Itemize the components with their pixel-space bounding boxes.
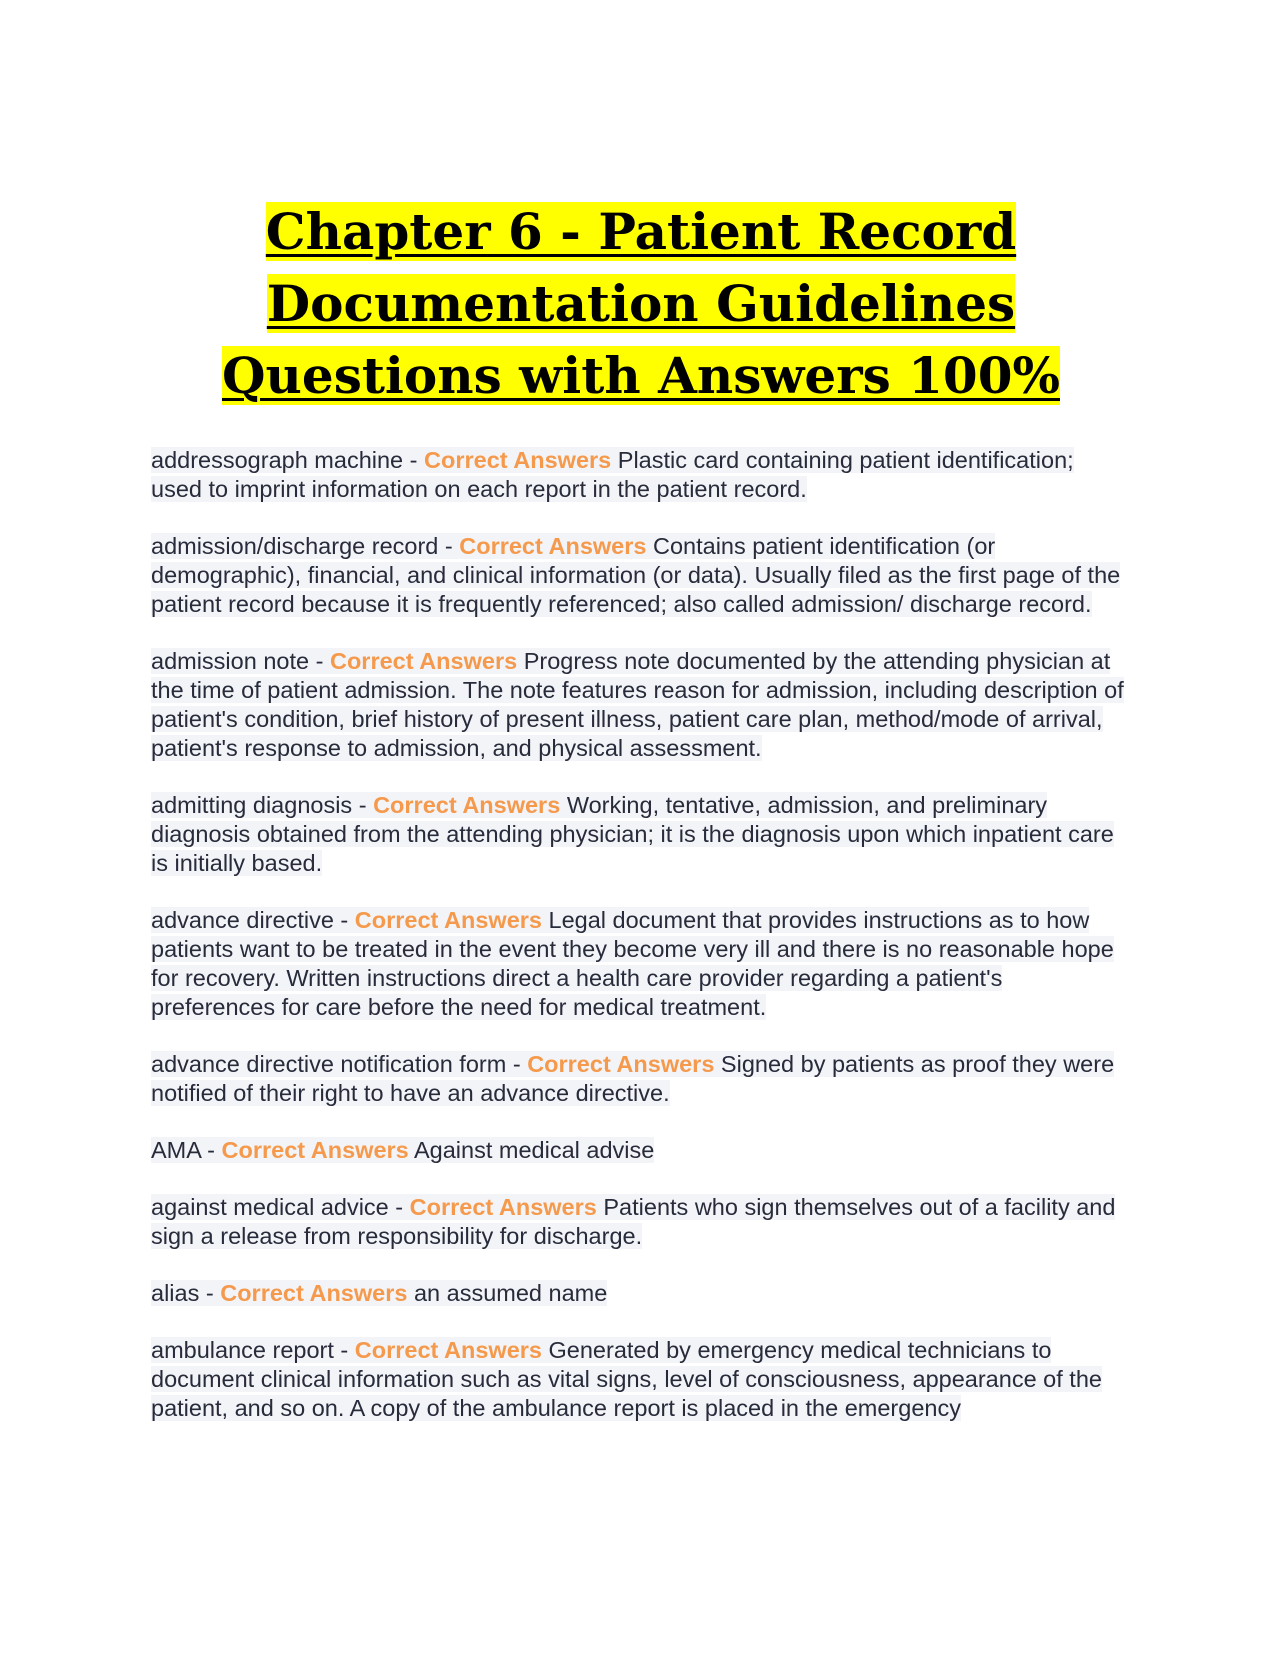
entry (151, 1336, 1131, 1423)
correct-answers-label: Correct Answers (354, 1337, 542, 1363)
entry-definition: Generated by emergency medical technicians to document clinical information such as vital signs, level of consciousness, appearance of the patient, and so on. A copy of the ambulance report is placed in the emergency (151, 1337, 1102, 1421)
entry-term: ambulance report (151, 1337, 334, 1363)
entry-separator: - (199, 1280, 221, 1306)
entry-definition: Legal document that provides instructions as to how patients want to be treated in the event they become very ill and there is no reasonable hope for recovery. Written instructions direct a health care provider regarding a patient's preferences for care before the need for medical treatment. (151, 907, 1114, 1020)
entry-list (151, 446, 1131, 1423)
entry-term: AMA (151, 1137, 201, 1163)
entry-term: addressograph machine (151, 447, 404, 473)
correct-answers-label: Correct Answers (373, 792, 561, 818)
entry (151, 791, 1131, 878)
entry-term: advance directive notification form (151, 1051, 507, 1077)
entry-term: admission/discharge record (151, 533, 439, 559)
correct-answers-label: Correct Answers (221, 1137, 409, 1163)
entry-separator: - (200, 1137, 222, 1163)
entry-separator: - (333, 907, 355, 933)
entry (151, 647, 1131, 763)
entry (151, 1193, 1131, 1251)
correct-answers-label: Correct Answers (459, 533, 647, 559)
correct-answers-label: Correct Answers (220, 1280, 408, 1306)
entry-separator: - (388, 1194, 410, 1220)
entry-term: admission note (151, 648, 310, 674)
correct-answers-label: Correct Answers (409, 1194, 597, 1220)
entry (151, 446, 1131, 504)
entry-definition: Working, tentative, admission, and preliminary diagnosis obtained from the attending physician; it is the diagnosis upon which inpatient care is initially based. (151, 792, 1114, 876)
entry-definition: Patients who sign themselves out of a facility and sign a release from responsibility for discharge. (151, 1194, 1116, 1249)
document-page (151, 196, 1131, 1451)
entry-term: admitting diagnosis (151, 792, 353, 818)
document-title (151, 196, 1131, 412)
entry-separator: - (438, 533, 460, 559)
entry-definition: Progress note documented by the attending physician at the time of patient admission. The note features reason for admission, including description of patient's condition, brief history of present illness, patient care plan, method/mode of arrival, patient's response to admission, and physical assessment. (151, 648, 1124, 761)
document-title-text: Chapter 6 - Patient Record Documentation Guidelines Questions with Answers 100% (221, 202, 1061, 405)
correct-answers-label: Correct Answers (424, 447, 612, 473)
correct-answers-label: Correct Answers (354, 907, 542, 933)
entry-term: alias (151, 1280, 200, 1306)
correct-answers-label: Correct Answers (527, 1051, 715, 1077)
entry-separator: - (309, 648, 330, 674)
entry (151, 1136, 1131, 1165)
entry (151, 906, 1131, 1022)
entry-definition: Plastic card containing patient identification; used to imprint information on each report in the patient record. (151, 447, 1074, 502)
entry-definition: Against medical advise (413, 1137, 655, 1163)
entry (151, 532, 1131, 619)
correct-answers-label: Correct Answers (329, 648, 518, 674)
entry-definition: Contains patient identification (or demographic), financial, and clinical information (or data). Usually filed as the first page of the patient record because it is frequently referenced; also called admission/ discharge record. (151, 533, 1121, 617)
entry-separator: - (333, 1337, 355, 1363)
entry-separator: - (403, 447, 425, 473)
entry-separator: - (506, 1051, 528, 1077)
entry-term: advance directive (151, 907, 334, 933)
entry-definition: Signed by patients as proof they were notified of their right to have an advance directive. (151, 1051, 1115, 1106)
entry (151, 1050, 1131, 1108)
entry-definition: an assumed name (413, 1280, 608, 1306)
entry (151, 1279, 1131, 1308)
entry-term: against medical advice (151, 1194, 389, 1220)
entry-separator: - (352, 792, 374, 818)
